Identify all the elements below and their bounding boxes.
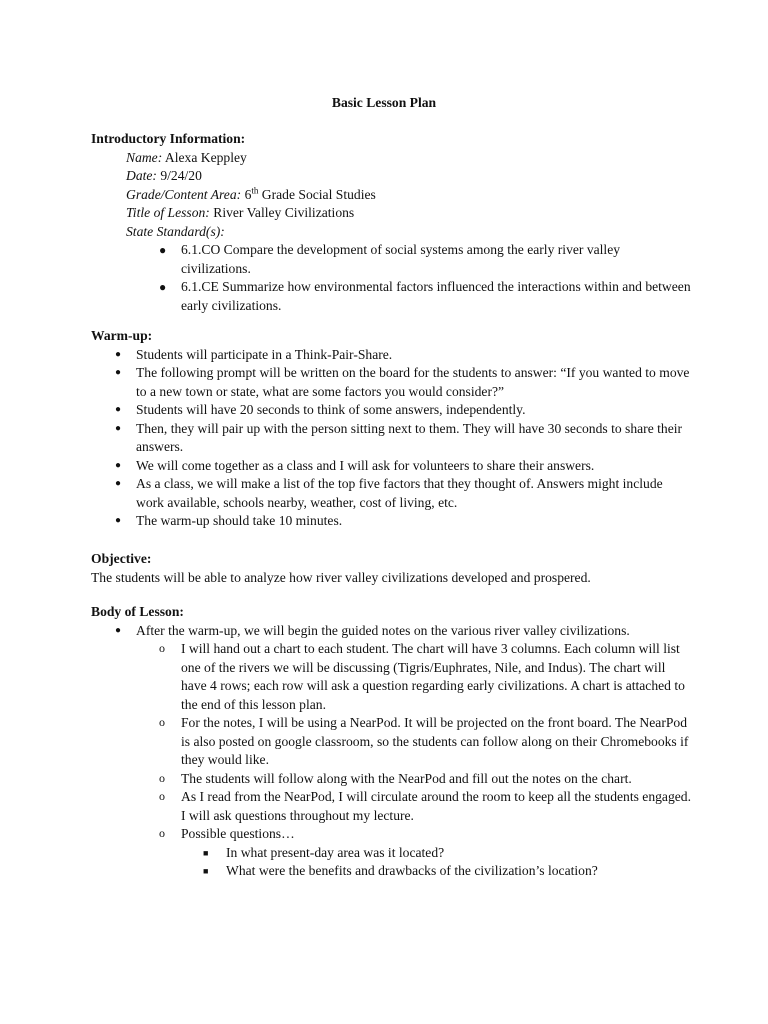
bullet-icon: ● bbox=[115, 404, 122, 415]
body-heading: Body of Lesson: bbox=[91, 604, 184, 619]
list-item-text: Then, they will pair up with the person sitting next to them. They will have 30 seconds to share their answers. bbox=[136, 420, 683, 454]
list-item-text: After the warm-up, we will begin the guided notes on the various river valley civilizations. bbox=[136, 622, 630, 638]
name-value: Alexa Keppley bbox=[164, 149, 247, 165]
bullet-icon: ● bbox=[115, 348, 122, 360]
list-item bbox=[91, 364, 691, 401]
standard-text: 6.1.CO Compare the development of social systems among the early river valley civilizations. bbox=[181, 242, 621, 276]
intro-heading: Introductory Information: bbox=[91, 131, 246, 146]
list-item-text: The warm-up should take 10 minutes. bbox=[136, 513, 343, 528]
date-label: Date: bbox=[126, 168, 157, 183]
circle-bullet-icon: o bbox=[159, 789, 165, 803]
name-line bbox=[126, 149, 691, 168]
sub-list-item-text: For the notes, I will be using a NearPod. It will be projected on the front board. The NearPod is also posted on google classroom, so the students can follow along on their Chromebooks if they would like. bbox=[181, 715, 689, 767]
list-item-text: As a class, we will make a list of the top five factors that they thought of. Answers might include work available, schools nearby, weather, cost of living, etc. bbox=[136, 476, 663, 510]
body-sublist bbox=[91, 640, 691, 844]
document-title: Basic Lesson Plan bbox=[331, 95, 437, 110]
standards-list bbox=[91, 241, 691, 315]
sub-list-item bbox=[91, 714, 691, 770]
question-item bbox=[91, 844, 691, 863]
standards-label: State Standard(s): bbox=[126, 223, 225, 239]
body-section bbox=[91, 603, 691, 881]
sub-list-item-text: Possible questions… bbox=[181, 826, 295, 841]
list-item bbox=[91, 401, 691, 420]
list-item-text: Students will have 20 seconds to think of some answers, independently. bbox=[136, 402, 526, 417]
bullet-icon: ● bbox=[115, 515, 122, 526]
body-list bbox=[91, 622, 691, 641]
date-value: 9/24/20 bbox=[160, 168, 202, 183]
sub-list-item bbox=[91, 770, 691, 789]
sub-list-item bbox=[91, 640, 691, 714]
objective-section bbox=[91, 550, 691, 587]
bullet-icon: ● bbox=[115, 459, 122, 471]
grade-rest: Grade Social Studies bbox=[261, 186, 376, 202]
name-label: Name: bbox=[126, 149, 163, 165]
sub-list-item bbox=[91, 788, 691, 825]
questions-list bbox=[91, 844, 691, 881]
warmup-list bbox=[91, 346, 691, 531]
intro-details bbox=[91, 149, 691, 242]
standards-line bbox=[126, 223, 691, 242]
grade-line bbox=[126, 186, 691, 205]
bullet-icon: ● bbox=[159, 243, 167, 257]
sub-list-item-text: As I read from the NearPod, I will circulate around the room to keep all the students engaged. I will ask questions throughout my lecture. bbox=[181, 789, 691, 823]
list-item-text: Students will participate in a Think-Pair-Share. bbox=[136, 346, 393, 362]
warmup-heading: Warm-up: bbox=[91, 328, 153, 343]
objective-heading: Objective: bbox=[91, 551, 152, 566]
circle-bullet-icon: o bbox=[159, 826, 165, 840]
question-item bbox=[91, 862, 691, 881]
bullet-icon: ● bbox=[115, 367, 122, 378]
list-item bbox=[91, 622, 691, 641]
grade-label: Grade/Content Area: bbox=[126, 186, 242, 202]
list-item bbox=[91, 346, 691, 365]
bullet-icon: ● bbox=[159, 280, 167, 294]
warmup-section bbox=[91, 327, 691, 531]
standard-item bbox=[91, 241, 691, 278]
list-item bbox=[91, 512, 691, 531]
question-text: In what present-day area was it located? bbox=[226, 844, 445, 860]
square-bullet-icon: ■ bbox=[203, 866, 209, 876]
circle-bullet-icon: o bbox=[159, 641, 165, 655]
list-item bbox=[91, 420, 691, 457]
lesson-title-label: Title of Lesson: bbox=[126, 205, 210, 220]
list-item-text: We will come together as a class and I will ask for volunteers to share their answers. bbox=[136, 457, 595, 473]
list-item bbox=[91, 475, 691, 512]
sub-list-item-text: The students will follow along with the NearPod and fill out the notes on the chart. bbox=[181, 770, 632, 786]
bullet-icon: ● bbox=[115, 624, 122, 636]
standard-text: 6.1.CE Summarize how environmental factors influenced the interactions within and between early civilizations. bbox=[181, 279, 691, 313]
list-item bbox=[91, 457, 691, 476]
circle-bullet-icon: o bbox=[159, 770, 165, 785]
bullet-icon: ● bbox=[115, 422, 122, 434]
grade-superscript: th bbox=[251, 184, 259, 195]
circle-bullet-icon: o bbox=[159, 715, 165, 729]
objective-text: The students will be able to analyze how river valley civilizations developed and prospered. bbox=[91, 569, 591, 585]
sub-list-item bbox=[91, 825, 691, 844]
intro-section bbox=[91, 130, 691, 315]
standard-item bbox=[91, 278, 691, 315]
question-text: What were the benefits and drawbacks of the civilization’s location? bbox=[226, 863, 598, 878]
square-bullet-icon: ■ bbox=[203, 847, 209, 858]
lesson-title-line bbox=[126, 204, 691, 223]
bullet-icon: ● bbox=[115, 478, 122, 489]
lesson-title-value: River Valley Civilizations bbox=[213, 205, 355, 220]
list-item-text: The following prompt will be written on the board for the students to answer: “If you wanted to move to a new town or state, what are some factors you would consider?” bbox=[136, 365, 690, 399]
grade-number: 6 bbox=[244, 186, 252, 202]
date-line bbox=[126, 167, 691, 186]
sub-list-item-text: I will hand out a chart to each student. The chart will have 3 columns. Each column will list one of the rivers we will be discussing (Tigris/Euphrates, Nile, and Indus). The chart will have 4 rows; each row will ask a question regarding early civilizations. A chart is attached to the end of this lesson plan. bbox=[181, 641, 685, 712]
